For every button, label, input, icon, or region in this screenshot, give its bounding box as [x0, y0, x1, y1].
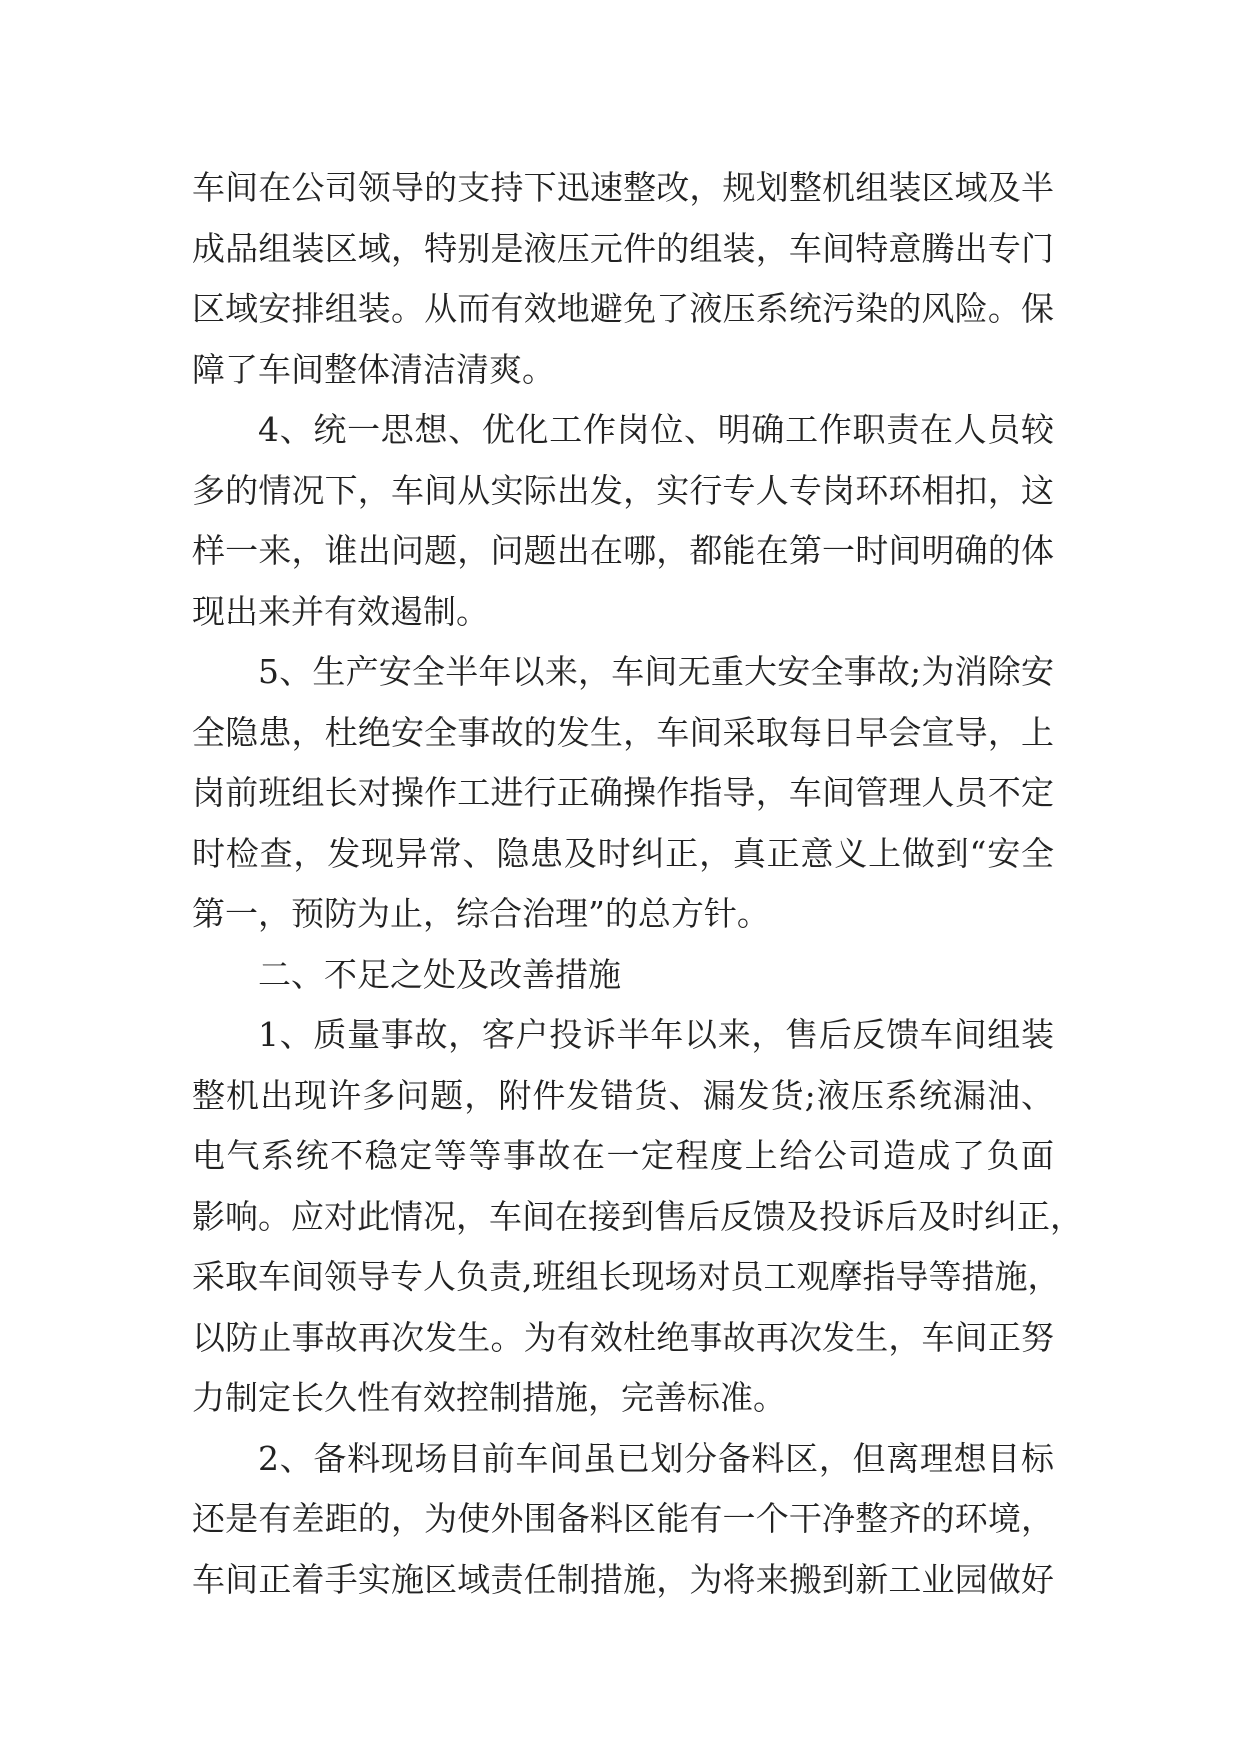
body-text	[192, 158, 1083, 1610]
text-line: 4、统一思想、优化工作岗位、明确工作职责在人员较	[258, 410, 1054, 449]
text-line: 第一，预防为止，综合治理”的总方针。	[192, 894, 770, 933]
text-line: 成品组装区域，特别是液压元件的组装，车间特意腾出专门	[192, 228, 1054, 268]
text-line: 以防止事故再次发生。为有效杜绝事故再次发生，车间正努	[192, 1317, 1054, 1357]
text-line: 整机出现许多问题，附件发错货、漏发货;液压系统漏油、	[192, 1075, 1054, 1115]
text-line: 1、质量事故，客户投诉半年以来，售后反馈车间组装	[258, 1015, 1054, 1054]
text-line: 力制定长久性有效控制措施，完善标准。	[192, 1378, 786, 1417]
text-line: 采取车间领导专人负责,班组长现场对员工观摩指导等措施，	[192, 1257, 1061, 1296]
text-line: 时检查，发现异常、隐患及时纠正，真正意义上做到“安全	[192, 833, 1054, 873]
text-line: 车间正着手实施区域责任制措施，为将来搬到新工业园做好	[192, 1559, 1054, 1599]
text-line: 5、生产安全半年以来，车间无重大安全事故;为消除安	[258, 652, 1054, 691]
text-line: 样一来，谁出问题，问题出在哪，都能在第一时间明确的体	[192, 531, 1054, 570]
text-line: 2、备料现场目前车间虽已划分备料区，但离理想目标	[258, 1438, 1054, 1478]
text-line: 二、不足之处及改善措施	[258, 954, 621, 994]
text-line: 多的情况下，车间从实际出发，实行专人专岗环环相扣，这	[192, 470, 1054, 510]
text-line: 车间在公司领导的支持下迅速整改，规划整机组装区域及半	[192, 168, 1054, 207]
text-line: 还是有差距的，为使外围备料区能有一个干净整齐的环境，	[192, 1499, 1054, 1538]
text-line: 现出来并有效遏制。	[192, 591, 489, 631]
text-line: 影响。应对此情况，车间在接到售后反馈及投诉后及时纠正，	[192, 1196, 1083, 1236]
text-line: 电气系统不稳定等等事故在一定程度上给公司造成了负面	[192, 1136, 1054, 1175]
text-line: 障了车间整体清洁清爽。	[192, 349, 555, 389]
text-line: 全隐患，杜绝安全事故的发生，车间采取每日早会宣导，上	[192, 712, 1054, 752]
text-line: 岗前班组长对操作工进行正确操作指导，车间管理人员不定	[192, 773, 1054, 812]
text-line: 区域安排组装。从而有效地避免了液压系统污染的风险。保	[192, 289, 1054, 328]
